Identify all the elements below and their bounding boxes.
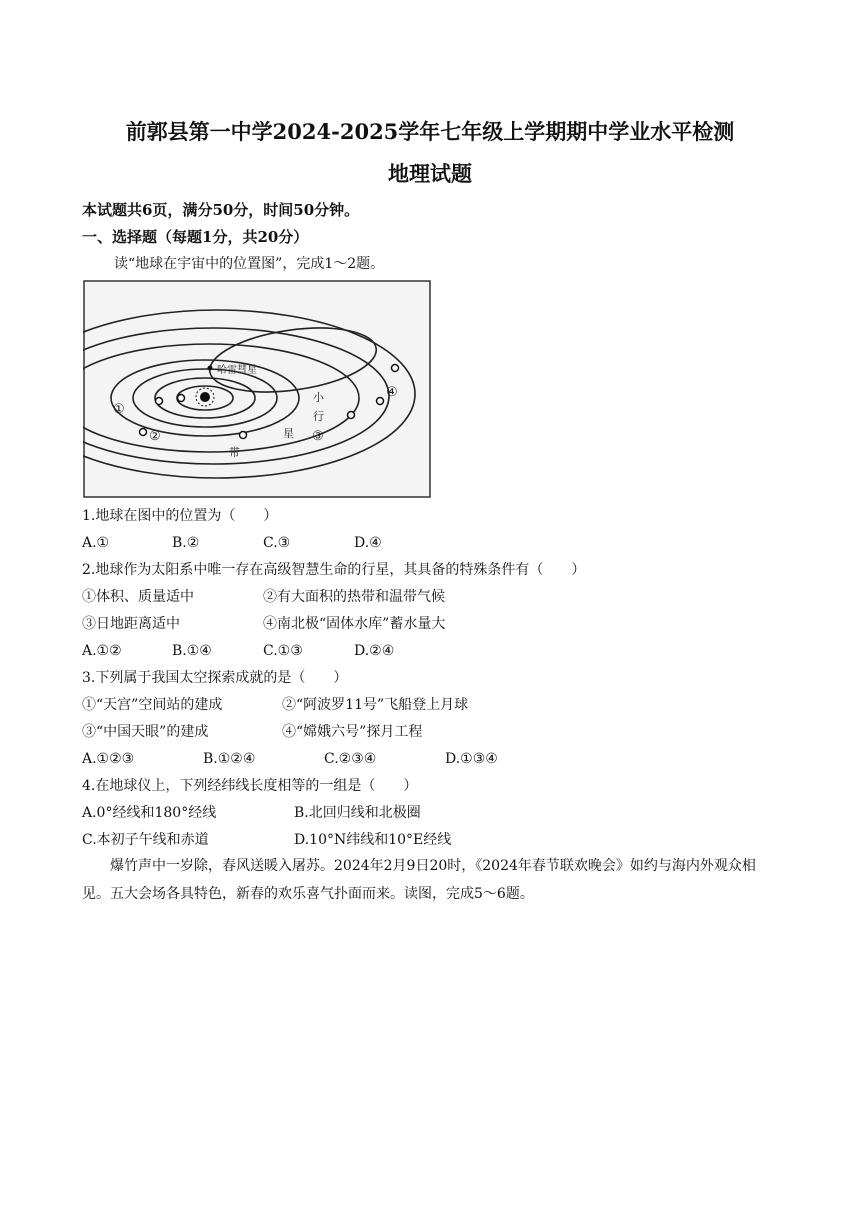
reading-passage: 爆竹声中一岁除，春风送暖入屠苏。2024年2月9日20时，《2024年春节联欢晚会》如约与海内外观众相见。五大会场各具特色，新春的欢乐喜气扑面而来。读图，完成5～6题。 xyxy=(82,858,756,902)
exam-subtitle: 地理试题 xyxy=(388,161,472,186)
q3-stem: 3.下列属于我国太空探索成就的是（ ） xyxy=(82,670,348,686)
q4-option-d: D.10°N纬线和10°E经线 xyxy=(294,832,452,848)
sun-icon xyxy=(200,392,210,402)
q3-option-c: C.②③④ xyxy=(324,751,377,767)
q3-item-1: ①“天宫”空间站的建成 xyxy=(82,697,223,713)
q3-option-d: D.①③④ xyxy=(445,751,498,767)
q2-stem: 2.地球作为太阳系中唯一存在高级智慧生命的行星，其具备的特殊条件有（ ） xyxy=(82,562,586,578)
q2-option-d: D.②④ xyxy=(354,643,395,659)
planet-3 xyxy=(348,412,355,419)
q2-item-4: ④南北极“固体水库”蓄水量大 xyxy=(263,616,446,632)
q2-item-3: ③日地距离适中 xyxy=(82,616,180,632)
planet-mercury xyxy=(178,395,185,402)
marker-2: ② xyxy=(149,429,161,444)
q4-option-b: B.北回归线和北极圈 xyxy=(294,805,421,821)
q3-item-4: ④“嫦娥六号”探月工程 xyxy=(282,724,423,740)
exam-info: 本试题共6页，满分50分，时间50分钟。 xyxy=(82,201,360,219)
marker-4: ④ xyxy=(386,385,398,400)
q4-option-c: C.本初子午线和赤道 xyxy=(82,832,209,848)
planet-venus xyxy=(156,398,163,405)
q1-stem: 1.地球在图中的位置为（ ） xyxy=(82,508,278,524)
belt-label-4: 带 xyxy=(229,446,240,459)
q2-option-c: C.①③ xyxy=(263,643,303,659)
comet-label: 哈雷彗星 xyxy=(217,365,257,376)
q4-stem: 4.在地球仪上，下列经纬线长度相等的一组是（ ） xyxy=(82,778,418,794)
q3-item-3: ③“中国天眼”的建成 xyxy=(82,724,209,740)
belt-label-1: 小 xyxy=(313,391,324,404)
exam-title: 前郭县第一中学2024-2025学年七年级上学期期中学业水平检测 xyxy=(125,119,735,144)
solar-system-figure xyxy=(83,280,431,498)
q2-option-b: B.①④ xyxy=(172,643,212,659)
q3-item-2: ②“阿波罗11号”飞船登上月球 xyxy=(282,697,469,713)
q4-option-a: A.0°经线和180°经线 xyxy=(82,805,217,821)
marker-3: ③ xyxy=(312,429,324,444)
q3-option-b: B.①②④ xyxy=(203,751,256,767)
section-heading: 一、选择题（每题1分，共20分） xyxy=(82,228,309,246)
q1-option-b: B.② xyxy=(172,535,200,551)
planet-neptune xyxy=(392,365,399,372)
q1-option-d: D.④ xyxy=(354,535,382,551)
planet-mars xyxy=(240,432,247,439)
belt-label-2: 行 xyxy=(313,410,324,423)
q2-item-1: ①体积、质量适中 xyxy=(82,589,194,605)
question-intro: 读“地球在宇宙中的位置图”，完成1～2题。 xyxy=(114,256,385,272)
q2-item-2: ②有大面积的热带和温带气候 xyxy=(263,589,445,605)
comet-icon xyxy=(208,366,213,371)
q2-option-a: A.①② xyxy=(82,643,122,659)
planet-2 xyxy=(140,429,147,436)
q1-option-a: A.① xyxy=(82,535,110,551)
q3-option-a: A.①②③ xyxy=(82,751,135,767)
q1-option-c: C.③ xyxy=(263,535,291,551)
planet-4 xyxy=(377,398,384,405)
marker-1: ① xyxy=(113,402,125,417)
belt-label-3: 星 xyxy=(283,427,294,440)
